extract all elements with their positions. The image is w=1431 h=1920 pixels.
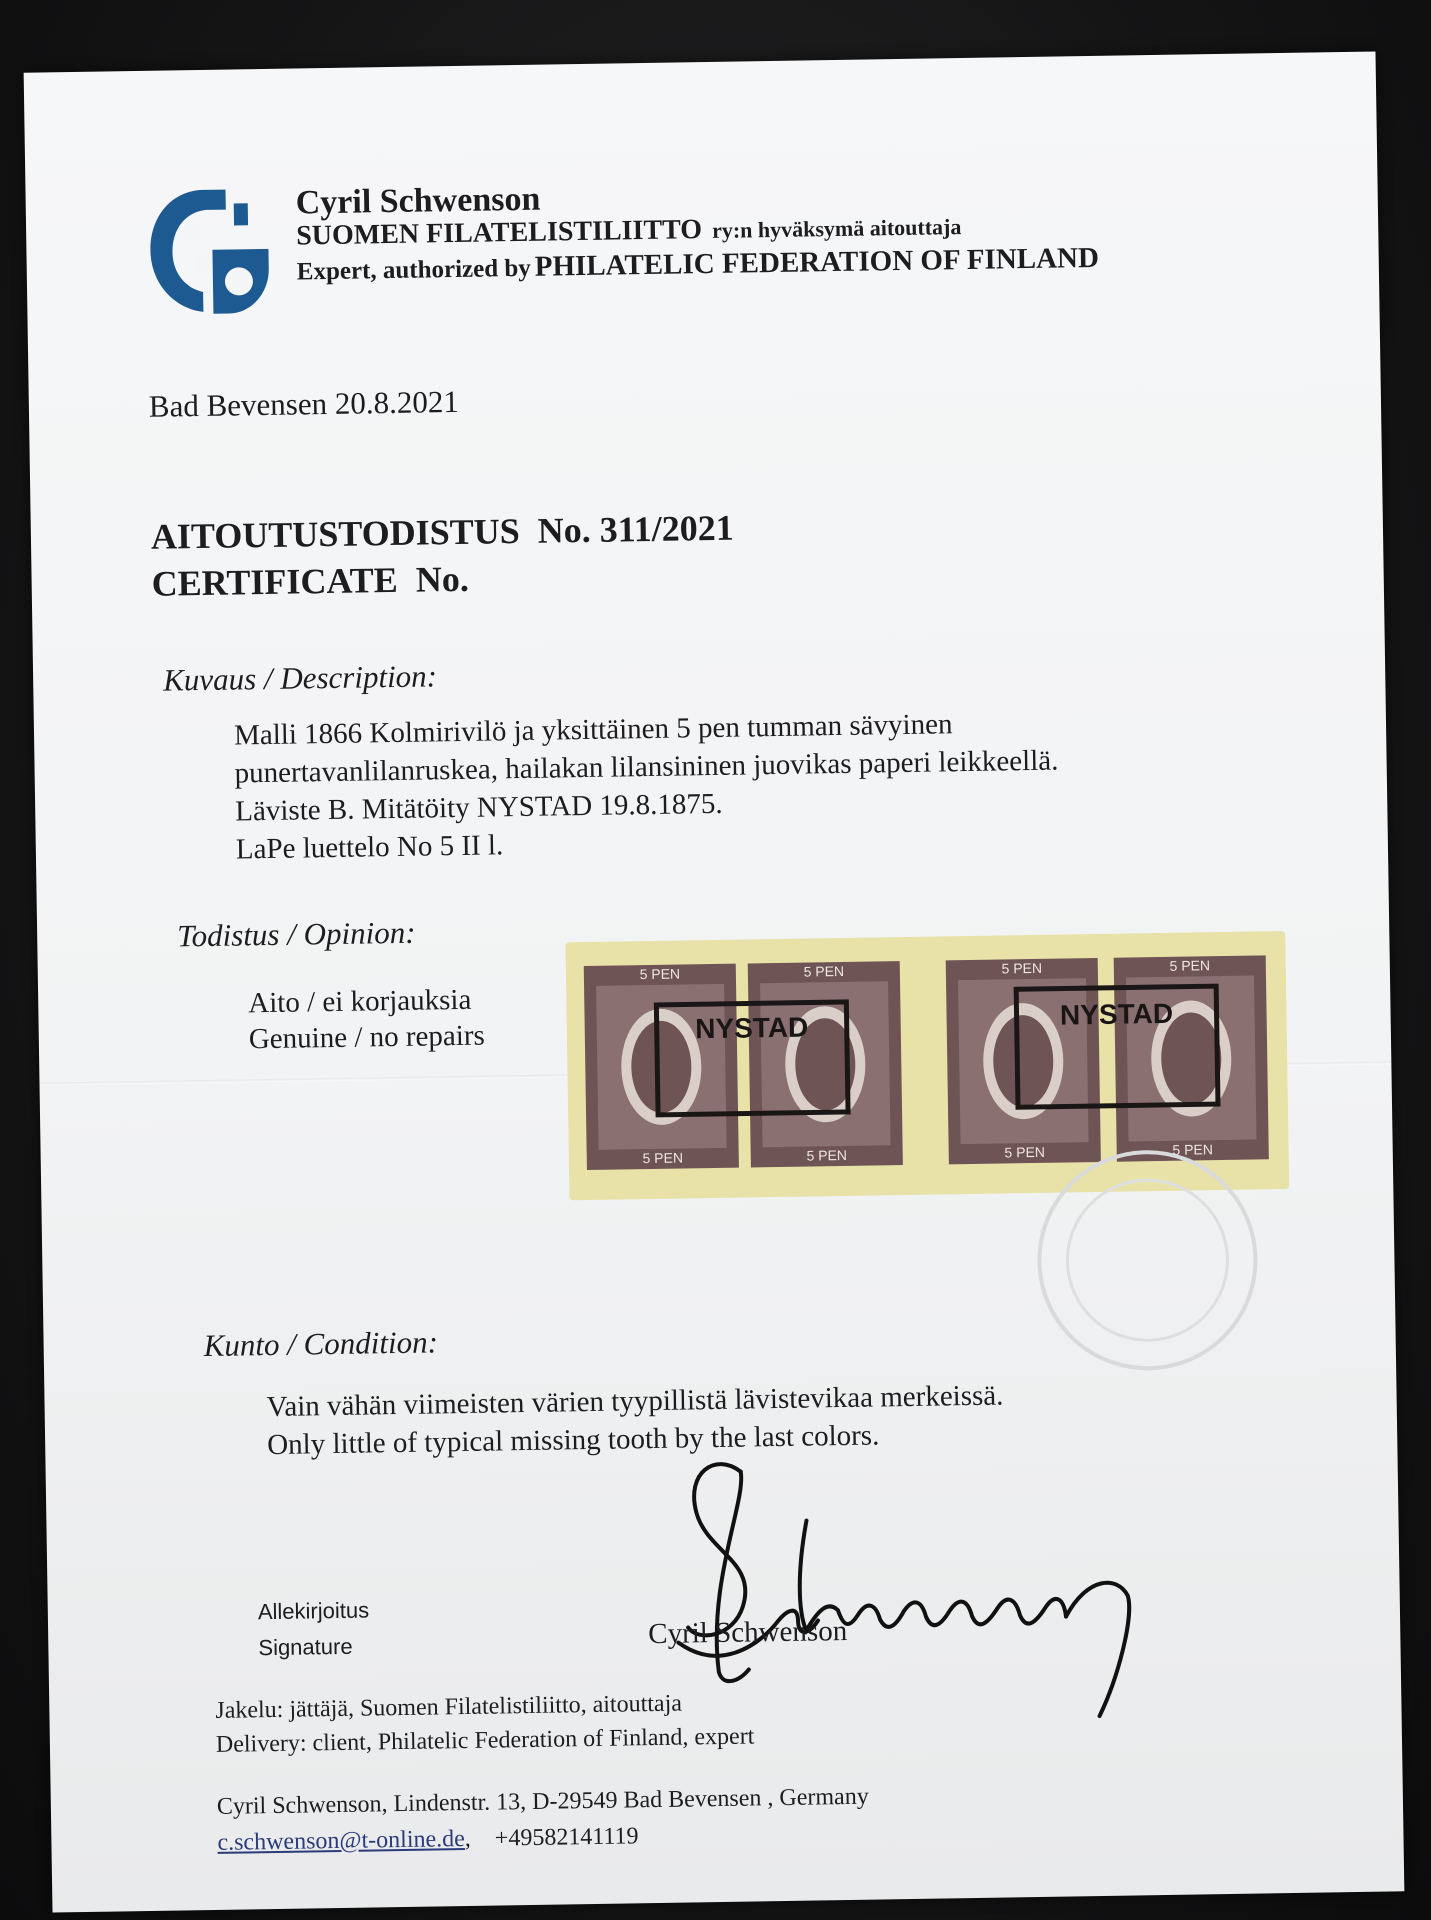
- contact-line: [217, 1823, 639, 1857]
- email-link[interactable]: c.schwenson@t-online.de: [217, 1826, 466, 1856]
- cert-label-fi: AITOUTUSTODISTUS: [150, 510, 521, 557]
- certificate-title-en: [151, 558, 469, 605]
- description-line-2: punertavanlilanruskea, hailakan lilansininen juovikas paperi leikkeellä.: [234, 744, 1059, 790]
- stamp-2-top-label: 5 PEN: [803, 962, 845, 980]
- stamp-1-top-label: 5 PEN: [639, 965, 681, 983]
- contact-separator: ,: [464, 1825, 472, 1853]
- stamp-4-bottom-label: 5 PEN: [1172, 1141, 1214, 1158]
- signature-label-en: Signature: [258, 1633, 353, 1661]
- contact-address: Cyril Schwenson, Lindenstr. 13, D-29549 Bad Bevensen , Germany: [216, 1783, 869, 1820]
- condition-line-1: Vain vähän viimeisten värien tyypillistä lävistevikaa merkeissä.: [266, 1379, 1004, 1424]
- delivery-en: Delivery: client, Philatelic Federation of Finland, expert: [215, 1723, 755, 1758]
- certificate-sheet: [24, 51, 1405, 1912]
- stamp-4-top-label: 5 PEN: [1169, 957, 1211, 974]
- federation-logo-icon: [143, 181, 275, 323]
- opinion-line-1: Aito / ei korjauksia: [248, 983, 472, 1020]
- description-heading: Kuvaus / Description:: [162, 658, 438, 698]
- expert-name-heading: Cyril Schwenson: [295, 180, 541, 222]
- stamp-1: [584, 964, 739, 1170]
- phone-number: +49582141119: [494, 1823, 639, 1852]
- federation-fi: SUOMEN FILATELISTILIITTO: [295, 214, 703, 252]
- cert-no-label: No.: [537, 509, 592, 551]
- cancel-text-2: NYSTAD: [1059, 997, 1174, 1031]
- condition-line-2: Only little of typical missing tooth by the last colors.: [266, 1419, 880, 1462]
- embossed-seal-icon: [1031, 1143, 1265, 1377]
- delivery-fi: Jakelu: jättäjä, Suomen Filatelistiliitto, aitouttaja: [215, 1690, 683, 1724]
- signature-label-fi: Allekirjoitus: [257, 1597, 370, 1625]
- certificate-title-fi: [151, 507, 734, 558]
- handwritten-signature: [645, 1425, 1190, 1733]
- cancel-text-1: NYSTAD: [694, 1011, 809, 1045]
- description-line-1: Malli 1866 Kolmirivilö ja yksittäinen 5 pen tumman sävyinen: [233, 708, 953, 752]
- description-line-3: Läviste B. Mitätöity NYSTAD 19.8.1875.: [235, 787, 723, 828]
- approved-fi: ry:n hyväksymä aitouttaja: [711, 214, 962, 243]
- condition-heading: Kunto / Condition:: [203, 1324, 439, 1364]
- federation-en: PHILATELIC FEDERATION OF FINLAND: [534, 241, 1100, 283]
- description-line-4: LaPe luettelo No 5 II l.: [235, 829, 504, 866]
- stamp-1-bottom-label: 5 PEN: [642, 1149, 684, 1167]
- stamp-3-bottom-label: 5 PEN: [1004, 1143, 1046, 1161]
- cert-label-en: CERTIFICATE: [151, 559, 399, 604]
- stamp-2-bottom-label: 5 PEN: [806, 1146, 848, 1164]
- opinion-line-2: Genuine / no repairs: [248, 1019, 486, 1056]
- signature-name: Cyril Schwenson: [647, 1614, 848, 1651]
- cert-no-label-en: No.: [415, 558, 470, 600]
- stamp-3-top-label: 5 PEN: [1001, 959, 1043, 977]
- stamp-2: [748, 961, 903, 1167]
- place-date: Bad Bevensen 20.8.2021: [148, 383, 460, 424]
- cert-number: 311/2021: [599, 507, 735, 550]
- expert-prefix: Expert, authorized by: [296, 254, 532, 286]
- opinion-heading: Todistus / Opinion:: [176, 914, 416, 954]
